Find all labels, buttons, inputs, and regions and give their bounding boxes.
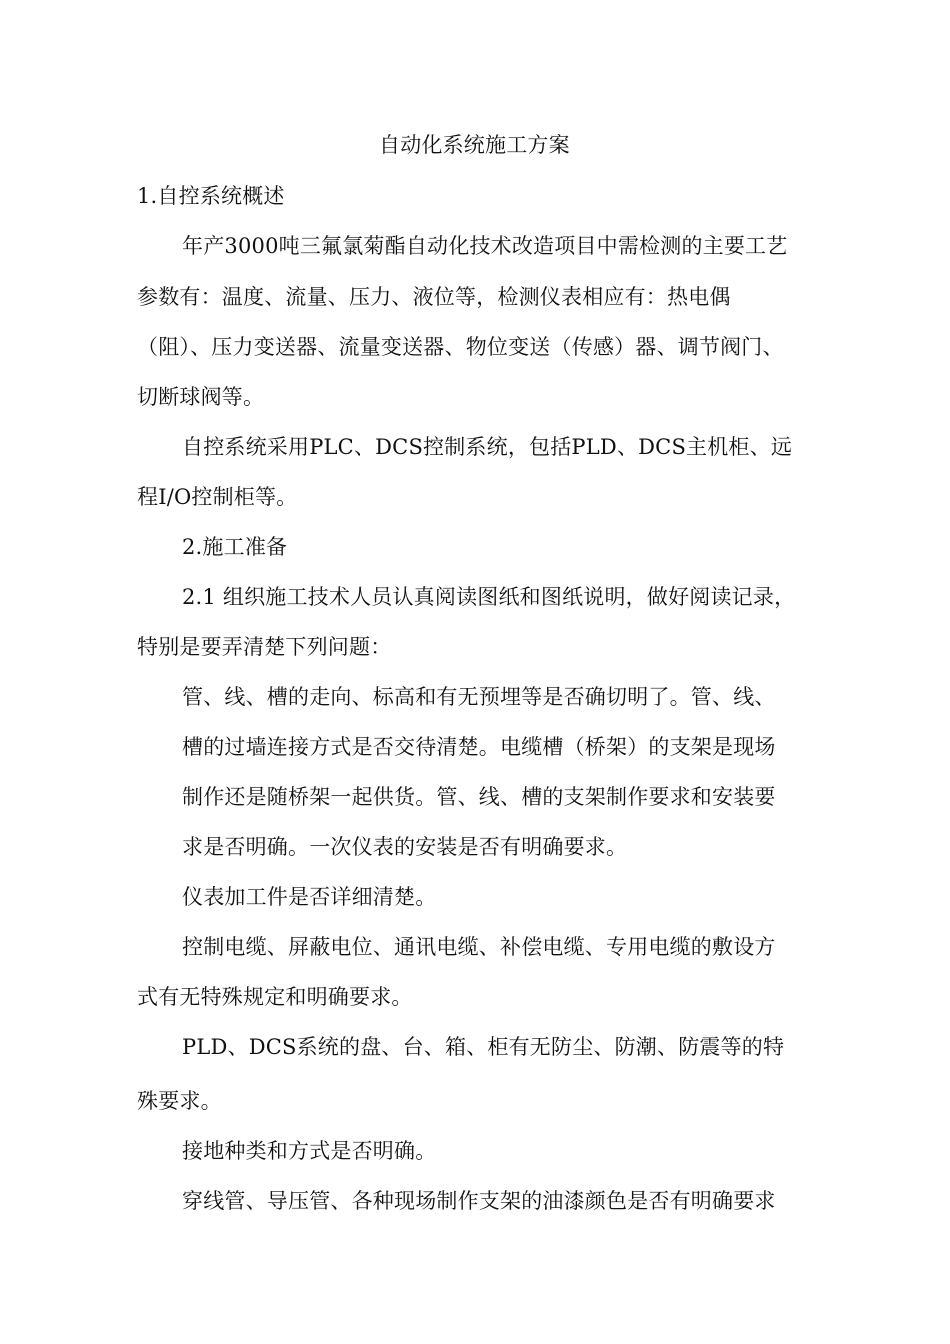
paragraph-4-line-1: 管、线、槽的走向、标高和有无预埋等是否确切明了。管、线、 [182,685,776,709]
paragraph-4-line-4: 求是否明确。一次仪表的安装是否有明确要求。 [182,835,628,859]
section-2-heading: 2.施工准备 [182,535,288,559]
paragraph-7-line-1: PLD、DCS系统的盘、台、箱、柜有无防尘、防潮、防震等的特 [182,1035,785,1059]
paragraph-1-line-4: 切断球阀等。 [137,385,265,409]
paragraph-9: 穿线管、导压管、各种现场制作支架的油漆颜色是否有明确要求 [182,1189,776,1213]
paragraph-6-line-1: 控制电缆、屏蔽电位、通讯电缆、补偿电缆、专用电缆的敷设方 [182,935,776,959]
paragraph-4-line-3: 制作还是随桥架一起供货。管、线、槽的支架制作要求和安装要 [182,785,776,809]
section-1-heading: 1.自控系统概述 [137,184,285,208]
paragraph-1-line-3: （阻）、压力变送器、流量变送器、物位变送（传感）器、调节阀门、 [137,335,784,359]
paragraph-1-line-2: 参数有：温度、流量、压力、液位等，检测仪表相应有：热电偶 [137,285,731,309]
paragraph-4-line-2: 槽的过墙连接方式是否交待清楚。电缆槽（桥架）的支架是现场 [182,735,776,759]
paragraph-2-line-2: 程I/O控制柜等。 [137,485,298,509]
paragraph-7-line-2: 殊要求。 [137,1089,222,1113]
paragraph-5: 仪表加工件是否详细清楚。 [182,885,437,909]
paragraph-3-line-2: 特别是要弄清楚下列问题： [137,635,392,659]
document-title: 自动化系统施工方案 [379,133,570,157]
paragraph-6-line-2: 式有无特殊规定和明确要求。 [137,985,413,1009]
paragraph-2-line-1: 自控系统采用PLC、DCS控制系统，包括PLD、DCS主机柜、远 [182,435,793,459]
paragraph-3-line-1: 2.1 组织施工技术人员认真阅读图纸和图纸说明，做好阅读记录， [182,585,796,609]
paragraph-1-line-1: 年产3000吨三氟氯菊酯自动化技术改造项目中需检测的主要工艺 [182,234,788,258]
paragraph-8: 接地种类和方式是否明确。 [182,1139,437,1163]
